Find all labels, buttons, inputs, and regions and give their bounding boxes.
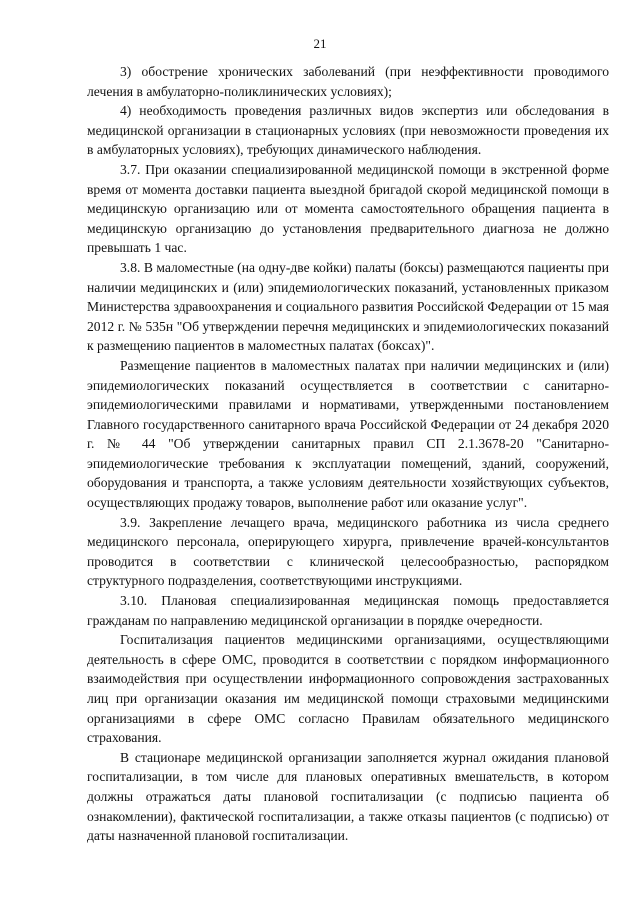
paragraph-waiting-journal: В стационаре медицинской организации заполняется журнал ожидания плановой госпитализации, в том числе для плановых оперативных вмешательств, в котором должны отражаться даты плановой госпитализации (с подписью пациента об ознакомлении), фактической госпитализации, а также отказы пациентов (с подписью) от даты назначенной плановой госпитализации.	[87, 749, 609, 844]
paragraph-3-9: 3.9. Закрепление лечащего врача, медицинского работника из числа среднего медицинского персонала, оперирующего хирурга, привлечение врачей-консультантов проводится в соответствии с клинической целесообразностью, распорядком структурного подразделения, соответствующими инструкциями.	[87, 514, 609, 589]
paragraph-3-10: 3.10. Плановая специализированная медицинская помощь предоставляется гражданам по направлению медицинской организации в порядке очередности.	[87, 593, 609, 628]
document-body	[87, 62, 609, 846]
paragraph-placement-rules: Размещение пациентов в маломестных палатах при наличии медицинских и (или) эпидемиологических показаний осуществляется в соответствии с санитарно-эпидемиологическими правилами и нормативами, утвержденными постановлением Главного государственного санитарного врача Российской Федерации от 24 декабря 2020 г. № 44 "Об утверждении санитарных правил СП 2.1.3678-20 "Санитарно-эпидемиологические требования к эксплуатации помещений, зданий, сооружений, оборудования и транспорта, а также условиям деятельности хозяйствующих субъектов, осуществляющих продажу товаров, выполнение работ или оказание услуг".	[87, 357, 609, 511]
paragraph-oms-hospitalization: Госпитализация пациентов медицинскими организациями, осуществляющими деятельность в сфере ОМС, проводится в соответствии с порядком информационного взаимодействия при осуществлении информационного сопровождения застрахованных лиц при организации оказания им медицинской помощи страховыми медицинскими организациями в сфере ОМС согласно Правилам обязательного медицинского страхования.	[87, 632, 609, 746]
paragraph-item-4: 4) необходимость проведения различных видов экспертиз или обследования в медицинской организации в стационарных условиях (при невозможности проведения их в амбулаторных условиях), требующих динамического наблюдения.	[87, 103, 609, 158]
paragraph-3-7: 3.7. При оказании специализированной медицинской помощи в экстренной форме время от момента доставки пациента выездной бригадой скорой медицинской помощи в медицинскую организацию или от момента самостоятельного обращения пациента в медицинскую организацию до установления предварительного диагноза не должно превышать 1 час.	[87, 161, 609, 256]
paragraph-item-3: 3) обострение хронических заболеваний (при неэффективности проводимого лечения в амбулаторно-поликлинических условиях);	[87, 64, 609, 99]
page-number: 21	[313, 36, 327, 51]
paragraph-3-8: 3.8. В маломестные (на одну-две койки) палаты (боксы) размещаются пациенты при наличии медицинских и (или) эпидемиологических показаний, установленных приказом Министерства здравоохранения и социального развития Российской Федерации от 15 мая 2012 г. № 535н "Об утверждении перечня медицинских и эпидемиологических показаний к размещению пациентов в маломестных палатах (боксах)".	[87, 259, 609, 354]
